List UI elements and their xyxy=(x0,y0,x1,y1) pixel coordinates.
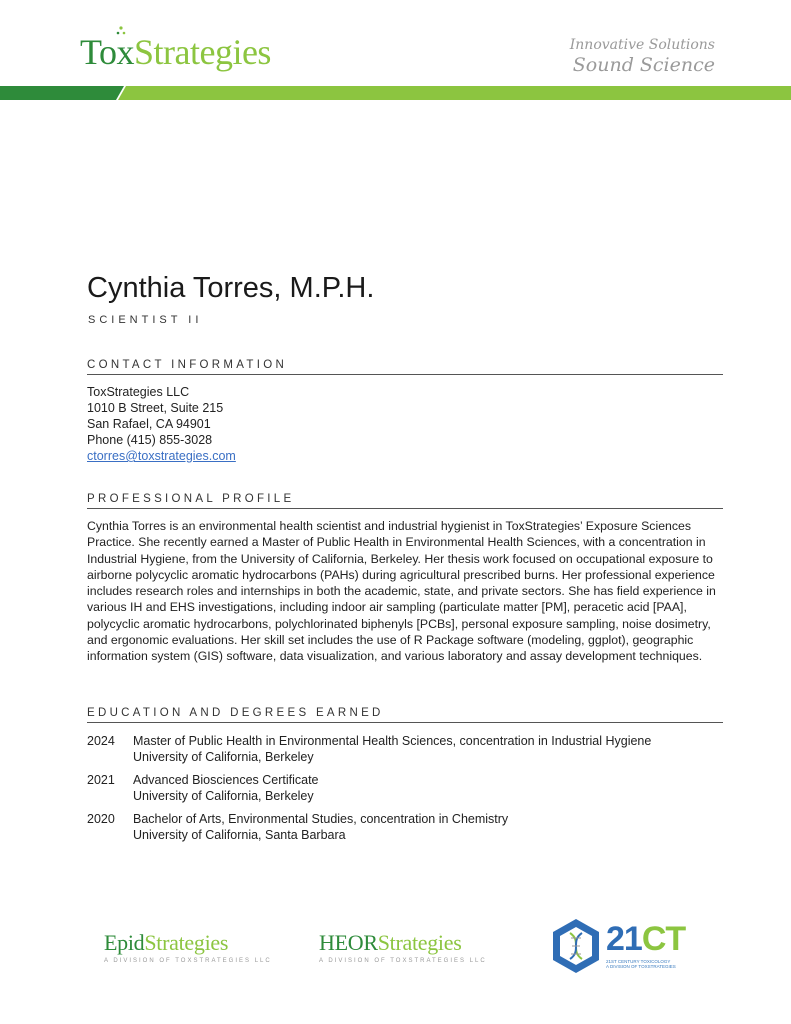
dna-hexagon-icon xyxy=(550,917,602,975)
education-year: 2021 xyxy=(87,773,115,787)
21ct-subtitle-line2: A DIVISION OF TOXSTRATEGIES xyxy=(606,964,676,969)
header-band xyxy=(0,86,791,100)
profile-text: Cynthia Torres is an environmental health scientist and industrial hygienist in ToxStrategies’ Exposure Sciences Practice. She recently earned a Master of Public Health in Environmental Health Sciences, with a concentration in Industrial Hygiene, from the University of California, Berkeley. Her thesis work focused on occupational exposure to airborne polycyclic aromatic hydrocarbons (PAHs) during agricultural prescribed burns. Her professional experience includes research roles and internships in both the academic, state, and private sectors. She has field experience in various IH and EHS investigations, including indoor air sampling (particulate matter [PM], peracetic acid [PAA], polycyclic aromatic hydrocarbons, polychlorinated biphenyls [PCBs], personal exposure sampling, noise dosimetry, and ergonomic evaluations. Her skill set includes the use of R Package software (modeling, ggplot), geographic information system (GIS) software, data visualization, and various laboratory and assay development techniques. xyxy=(87,519,716,664)
contact-company: ToxStrategies LLC xyxy=(87,385,190,399)
heor-part2: Strategies xyxy=(377,930,462,955)
education-item xyxy=(87,811,727,843)
21ct-logo xyxy=(550,917,700,975)
education-year: 2020 xyxy=(87,812,115,826)
education-degree: Master of Public Health in Environmental Health Sciences, concentration in Industrial Hygiene xyxy=(133,734,652,748)
tagline-line2: Sound Science xyxy=(572,54,715,76)
toxstrategies-logo xyxy=(80,32,271,72)
21ct-subtitle xyxy=(606,959,696,969)
education-school: University of California, Santa Barbara xyxy=(133,828,346,842)
21ct-letters: CT xyxy=(641,920,686,958)
contact-street: 1010 B Street, Suite 215 xyxy=(87,401,224,415)
person-name: Cynthia Torres, M.P.H. xyxy=(87,272,375,304)
contact-email-link[interactable]: ctorres@toxstrategies.com xyxy=(87,449,236,463)
logo-part1: Tox xyxy=(80,32,134,72)
education-item xyxy=(87,772,727,804)
education-degree: Bachelor of Arts, Environmental Studies, concentration in Chemistry xyxy=(133,812,509,826)
education-school: University of California, Berkeley xyxy=(133,750,314,764)
education-item xyxy=(87,733,727,765)
education-school: University of California, Berkeley xyxy=(133,789,314,803)
education-list xyxy=(87,733,727,850)
21ct-subtitle-line1: 21ST CENTURY TOXICOLOGY xyxy=(606,959,671,964)
tagline-line1: Innovative Solutions xyxy=(569,37,715,53)
profile-heading: PROFESSIONAL PROFILE xyxy=(87,493,723,509)
education-year: 2024 xyxy=(87,734,115,748)
21ct-wordmark xyxy=(606,921,685,957)
heor-subtitle: A DIVISION OF TOXSTRATEGIES LLC xyxy=(319,958,487,964)
education-heading: EDUCATION AND DEGREES EARNED xyxy=(87,707,723,723)
contact-phone: Phone (415) 855-3028 xyxy=(87,433,213,447)
contact-heading: CONTACT INFORMATION xyxy=(87,359,723,375)
contact-city: San Rafael, CA 94901 xyxy=(87,417,211,431)
contact-block xyxy=(87,384,236,464)
epidstrategies-logo xyxy=(104,930,272,964)
heor-part1: HEOR xyxy=(319,930,378,955)
heorstrategies-logo xyxy=(319,930,487,964)
tagline xyxy=(570,37,715,77)
logo-part2: Strategies xyxy=(133,32,271,72)
epid-subtitle: A DIVISION OF TOXSTRATEGIES LLC xyxy=(104,958,272,964)
education-degree: Advanced Biosciences Certificate xyxy=(133,773,319,787)
epid-part1: Epid xyxy=(104,930,145,955)
21ct-number: 21 xyxy=(606,920,642,958)
person-title: SCIENTIST II xyxy=(88,314,203,326)
epid-part2: Strategies xyxy=(144,930,229,955)
